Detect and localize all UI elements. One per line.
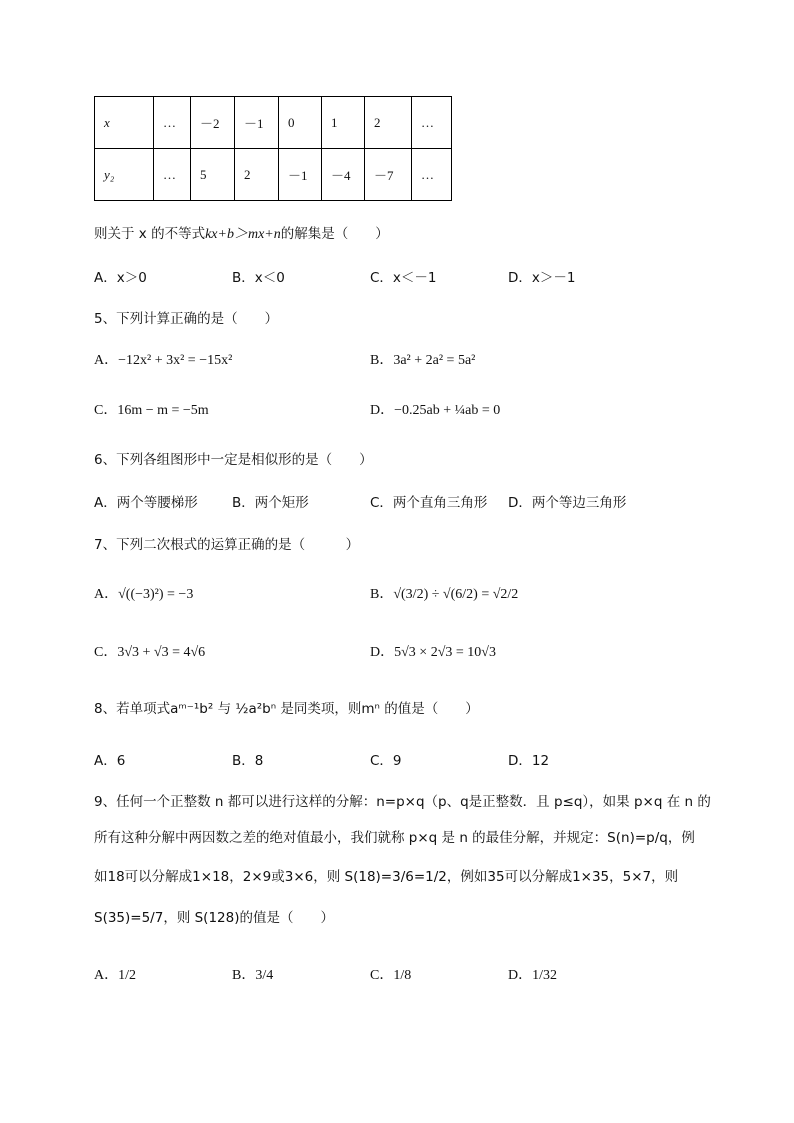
q6-option-a[interactable]: A．两个等腰梯形 — [94, 495, 198, 511]
q4-stem — [94, 222, 389, 243]
q7-option-d[interactable]: D．5√3 × 2√3 = 10√3 — [370, 645, 496, 660]
table-cell: －7 — [365, 149, 412, 201]
table-cell: … — [412, 97, 452, 149]
table-cell: 5 — [191, 149, 235, 201]
row-header-y2: y₂ — [95, 149, 154, 201]
q4-stem-suffix: 的解集是（ ） — [280, 226, 389, 242]
q9-line-1: 9、任何一个正整数 n 都可以进行这样的分解：n=p×q（p、q是正整数．且 p≤q），如果 p×q 在 n 的 — [94, 794, 711, 810]
q8-option-d[interactable]: D．12 — [508, 753, 550, 769]
q8-stem: 8、若单项式aᵐ⁻¹b² 与 ½a²bⁿ 是同类项，则mⁿ 的值是（ ） — [94, 701, 479, 717]
q9-line-3: 如18可以分解成1×18，2×9或3×6，则 S(18)=3/6=1/2，例如35可以分解成1×35，5×7，则 — [94, 869, 679, 885]
q5-option-d[interactable]: D．−0.25ab + ¼ab = 0 — [370, 403, 501, 418]
q5-stem: 5、下列计算正确的是（ ） — [94, 311, 279, 327]
q9-option-c[interactable]: C．1/8 — [370, 968, 412, 983]
q7-option-c[interactable]: C．3√3 + √3 = 4√6 — [94, 645, 206, 660]
q6-stem: 6、下列各组图形中一定是相似形的是（ ） — [94, 452, 373, 468]
q9-line-2: 所有这种分解中两因数之差的绝对值最小，我们就称 p×q 是 n 的最佳分解，并规定：S(n)=p/q，例 — [94, 830, 695, 846]
q4-inequality: kx+b＞mx+n — [205, 227, 281, 242]
q4-option-a[interactable]: A．x＞0 — [94, 270, 147, 286]
q9-line-4: S(35)=5/7，则 S(128)的值是（ ） — [94, 910, 334, 926]
q9-option-b[interactable]: B．3/4 — [232, 968, 274, 983]
row-header-x: x — [95, 97, 154, 149]
q4-option-d[interactable]: D．x＞－1 — [508, 270, 576, 286]
table-cell: … — [154, 97, 191, 149]
q4-stem-prefix: 则关于 x 的不等式 — [94, 226, 206, 242]
q6-option-d[interactable]: D．两个等边三角形 — [508, 495, 627, 511]
table-cell: 0 — [279, 97, 322, 149]
q5-option-c[interactable]: C．16m − m = −5m — [94, 403, 209, 418]
q8-option-b[interactable]: B．8 — [232, 753, 264, 769]
q6-option-c[interactable]: C．两个直角三角形 — [370, 495, 488, 511]
q9-option-d[interactable]: D．1/32 — [508, 968, 557, 983]
table-cell: －1 — [235, 97, 279, 149]
q5-option-b[interactable]: B．3a² + 2a² = 5a² — [370, 353, 476, 368]
table-cell: … — [154, 149, 191, 201]
table-cell: … — [412, 149, 452, 201]
q7-option-a[interactable]: A．√((−3)²) = −3 — [94, 587, 194, 602]
table-row-y2 — [95, 149, 452, 201]
q6-option-b[interactable]: B．两个矩形 — [232, 495, 309, 511]
table-cell: －2 — [191, 97, 235, 149]
q4-option-b[interactable]: B．x＜0 — [232, 270, 285, 286]
value-table — [94, 96, 452, 201]
q5-option-a[interactable]: A．−12x² + 3x² = −15x² — [94, 353, 233, 368]
q8-option-c[interactable]: C．9 — [370, 753, 402, 769]
table-cell: 2 — [365, 97, 412, 149]
table-cell: －4 — [322, 149, 365, 201]
table-cell: 1 — [322, 97, 365, 149]
table-cell: 2 — [235, 149, 279, 201]
table-cell: －1 — [279, 149, 322, 201]
table-row-x — [95, 97, 452, 149]
q4-option-c[interactable]: C．x＜－1 — [370, 270, 437, 286]
q7-option-b[interactable]: B．√(3/2) ÷ √(6/2) = √2/2 — [370, 587, 519, 602]
q7-stem: 7、下列二次根式的运算正确的是（ ） — [94, 537, 360, 553]
q9-option-a[interactable]: A．1/2 — [94, 968, 136, 983]
q8-option-a[interactable]: A．6 — [94, 753, 126, 769]
